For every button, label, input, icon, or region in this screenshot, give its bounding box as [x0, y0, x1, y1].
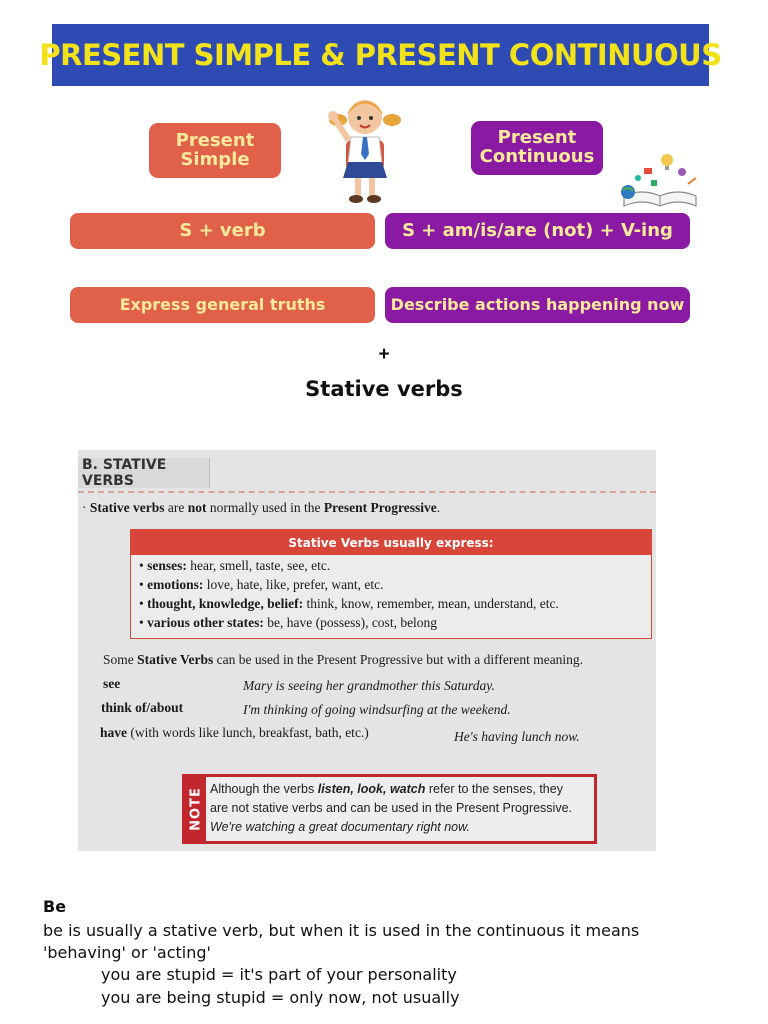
plus-sign: + — [378, 344, 390, 365]
box-item: • various other states: be, have (possess), cost, belong — [139, 615, 438, 630]
box-item: • emotions: love, hate, like, prefer, want, etc. — [139, 577, 384, 592]
open-book-ideas-icon — [618, 148, 702, 212]
note-line: are not stative verbs and can be used in the Present Progressive. — [210, 801, 573, 815]
infographic-banner — [39, 24, 722, 86]
box-title: Stative Verbs usually express: — [131, 530, 651, 555]
note-example: We're watching a great documentary right now. — [210, 820, 470, 834]
note-line: Although the verbs listen, look, watch refer to the senses, they — [210, 782, 563, 796]
present-simple-label: Present Simple — [149, 123, 281, 178]
example-verb: have (with words like lunch, breakfast, bath, etc.) — [100, 725, 369, 740]
section-subtitle: Stative verbs — [305, 377, 463, 401]
be-example-2: you are being stupid = only now, not usually — [101, 988, 460, 1007]
tense-infographic — [39, 24, 722, 330]
be-example-1: you are stupid = it's part of your personality — [101, 965, 457, 984]
infographic-title: PRESENT SIMPLE & PRESENT CONTINUOUS — [39, 38, 722, 72]
present-continuous-use: Describe actions happening now — [385, 287, 690, 323]
be-heading: Be — [43, 897, 67, 916]
example-sentence: Mary is seeing her grandmother this Saturday. — [243, 678, 495, 693]
stative-verbs-box — [130, 529, 652, 639]
stative-intro-line: · Stative verbs are not normally used in the Present Progressive. — [82, 500, 441, 515]
present-simple-form: S + verb — [70, 213, 375, 249]
present-simple-use: Express general truths — [70, 287, 375, 323]
note-tab: NOTE — [185, 777, 206, 841]
example-sentence: I'm thinking of going windsurfing at the weekend. — [243, 702, 511, 717]
textbook-photo — [78, 450, 656, 851]
textbook-heading: B. STATIVE VERBS — [78, 458, 210, 488]
example-verb: see — [103, 676, 121, 691]
dashed-divider — [78, 491, 656, 493]
box-item: • senses: hear, smell, taste, see, etc. — [139, 558, 331, 573]
schoolgirl-illustration — [324, 90, 406, 208]
be-explanation: be is usually a stative verb, but when it is used in the continuous it means 'behaving' or 'acting' — [43, 921, 640, 962]
different-meaning-line: Some Stative Verbs can be used in the Present Progressive but with a different meaning. — [103, 652, 584, 667]
example-verb: think of/about — [101, 700, 184, 715]
box-item: • thought, knowledge, belief: think, know, remember, mean, understand, etc. — [139, 596, 559, 611]
present-continuous-form: S + am/is/are (not) + V-ing — [385, 213, 690, 249]
present-continuous-label: Present Continuous — [471, 121, 603, 175]
example-sentence: He's having lunch now. — [454, 729, 580, 744]
note-box — [182, 774, 597, 844]
